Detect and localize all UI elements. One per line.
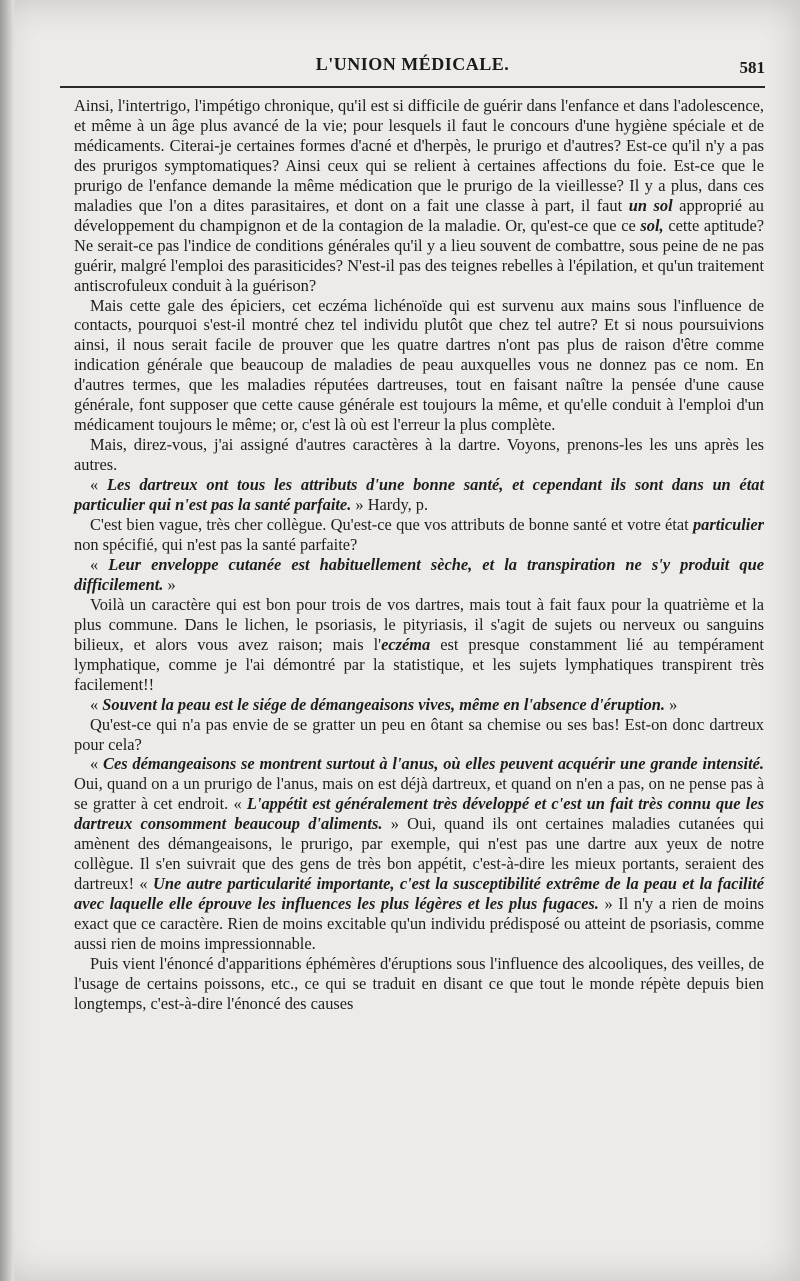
paragraph (74, 96, 764, 296)
paragraph-text: Qu'est-ce qui n'a pas envie de se gratter un peu en ôtant sa chemise ou ses bas! Est-on donc dartreux pour cela? (74, 714, 764, 754)
paragraph-text: » (665, 694, 678, 714)
italic-quote-text: L'appétit est généralement très développé et c'est un fait très connu que les dartreux consomment beaucoup d'aliments. (74, 794, 764, 834)
paragraph-text: Puis vient l'énoncé d'apparitions éphémères d'éruptions sous l'influence des alcooliques, des veilles, de l'usage de certains poissons, etc., ce qui se traduit en disant ce que tout le monde répète depuis bien longtemps, c'est-à-dire l'énoncé des causes (74, 953, 764, 1013)
paragraph-text: « (90, 554, 109, 574)
paragraph-text: Mais cette gale des épiciers, cet eczéma lichénoïde qui est survenu aux mains sous l'influence de contacts, pourquoi s'est-il montré chez tel individu plutôt que chez tel autre? Et si nous poursuivions ainsi, il nous serait facile de prouver que les quatre dartres n'ont pas plus de raison d'être comme indication générale que beaucoup de maladies de peau auxquelles vous ne donnez pas ce nom. En d'autres termes, que les maladies réputées dartreuses, tout en faisant naître la pensée d'une cause générale, font supposer que cette cause générale est toujours la même, et qu'elle conduit à l'emploi d'un médicament toujours le même; or, c'est là où est l'erreur la plus complète. (74, 295, 764, 435)
paragraph-text: est presque constamment lié au tempérament lymphatique, comme je l'ai démontré par la statistique, et les sujets lymphatiques transpirent très facilement!! (74, 634, 764, 694)
paragraph (74, 595, 764, 695)
paragraph-text: non spécifié, qui n'est pas la santé parfaite? (74, 534, 358, 554)
paragraph (74, 435, 764, 475)
paragraph (74, 695, 764, 715)
article-body (74, 96, 764, 1014)
paragraph-text: » (163, 574, 176, 594)
italic-quote-text: Les dartreux ont tous les attributs d'une bonne santé, et cependant ils sont dans un état particulier qui n'est pas la santé parfaite. (74, 475, 764, 515)
paragraph (74, 754, 764, 954)
paragraph (74, 475, 764, 515)
page-number: 581 (739, 58, 765, 77)
paragraph (74, 515, 764, 555)
paragraph-text: C'est bien vague, très cher collègue. Qu'est-ce que vos attributs de bonne santé et votre état (90, 515, 693, 535)
italic-quote-text: Ces démangeaisons se montrent surtout à l'anus, où elles peuvent acquérir une grande intensité. (103, 754, 764, 774)
paragraph (74, 296, 764, 436)
italic-quote-text: Souvent la peau est le siége de démangeaisons vives, même en l'absence d'éruption. (102, 694, 665, 714)
paragraph (74, 555, 764, 595)
paragraph-text: Mais, direz-vous, j'ai assigné d'autres caractères à la dartre. Voyons, prenons-les les uns après les autres. (74, 435, 764, 475)
paragraph-text: approprié au développement du champignon et de la contagion de la maladie. Or, qu'est-ce que ce (74, 195, 764, 235)
page-header (60, 46, 765, 86)
paragraph (74, 715, 764, 755)
paragraph-text: cette aptitude? Ne serait-ce pas l'indice de conditions générales qu'il y a lieu souvent de combattre, sous peine de ne pas guérir, malgré l'emploi des parasiticides? N'est-il pas des teignes rebelles à l'épilation, et qu'un traitement antiscrofuleux conduit à la guérison? (74, 215, 764, 295)
italic-quote-text: un sol (628, 195, 673, 215)
header-rule (60, 86, 765, 88)
paragraph-text: » Hardy, p. (351, 495, 429, 515)
paragraph-text: « (90, 694, 103, 714)
paragraph-text: Ainsi, l'intertrigo, l'impétigo chronique, qu'il est si difficile de guérir dans l'enfance et dans l'adolescence, et même à un âge plus avancé de la vie; pour lesquels il faut le concours d'une hygiène spéciale et de médicaments. Citerai-je certaines formes d'acné et d'herpès, le prurigo et d'autres? Est-ce qu'il n'y a pas des prurigos symptomatiques? Ainsi ceux qui se relient à certaines affections du foie. Est-ce que le prurigo de l'enfance demande la même médication que le prurigo de la vieillesse? Il y a plus, dans ces maladies que l'on a dites parasitaires, et dont on a fait une classe à part, il faut (74, 96, 764, 215)
running-title: L'UNION MÉDICALE. (315, 54, 510, 74)
italic-quote-text: particulier (692, 515, 764, 535)
italic-quote-text: Une autre particularité importante, c'est la susceptibilité extrême de la peau et la facilité avec laquelle elle éprouve les influences les plus légères et les plus fugaces. (74, 874, 764, 914)
page-spine-shadow (0, 0, 14, 1281)
paragraph-text: » Oui, quand ils ont certaines maladies cutanées qui amènent des démangeaisons, le prurigo, par exemple, qui n'est pas une dartre aux yeux de notre collègue. Il s'en suivrait que des gens de très bon appétit, c'est-à-dire les mieux portants, seraient des dartreux! « (74, 814, 765, 894)
paragraph (74, 954, 764, 1014)
paragraph-text: « (90, 754, 104, 774)
paragraph-text: Voilà un caractère qui est bon pour trois de vos dartres, mais tout à fait faux pour la quatrième et la plus commune. Dans le lichen, le psoriasis, le pityriasis, il s'agit de sujets ou nerveux ou sanguins bilieux, et alors vous avez raison; mais l' (74, 594, 764, 654)
italic-quote-text: Leur enveloppe cutanée est habituellement sèche, et la transpiration ne s'y produit que difficilement. (74, 554, 764, 594)
italic-quote-text: eczéma (381, 634, 431, 654)
italic-quote-text: sol, (640, 215, 664, 235)
paragraph-text: Oui, quand on a un prurigo de l'anus, mais on est déjà dartreux, et quand on n'en a pas, on ne pense pas à se gratter à cet endroit. « (74, 774, 764, 814)
paragraph-text: » Il n'y a rien de moins exact que ce caractère. Rien de moins excitable qu'un individu prédisposé ou atteint de psoriasis, comme aussi rien de moins impressionnable. (74, 894, 764, 954)
paragraph-text: « (90, 475, 107, 495)
